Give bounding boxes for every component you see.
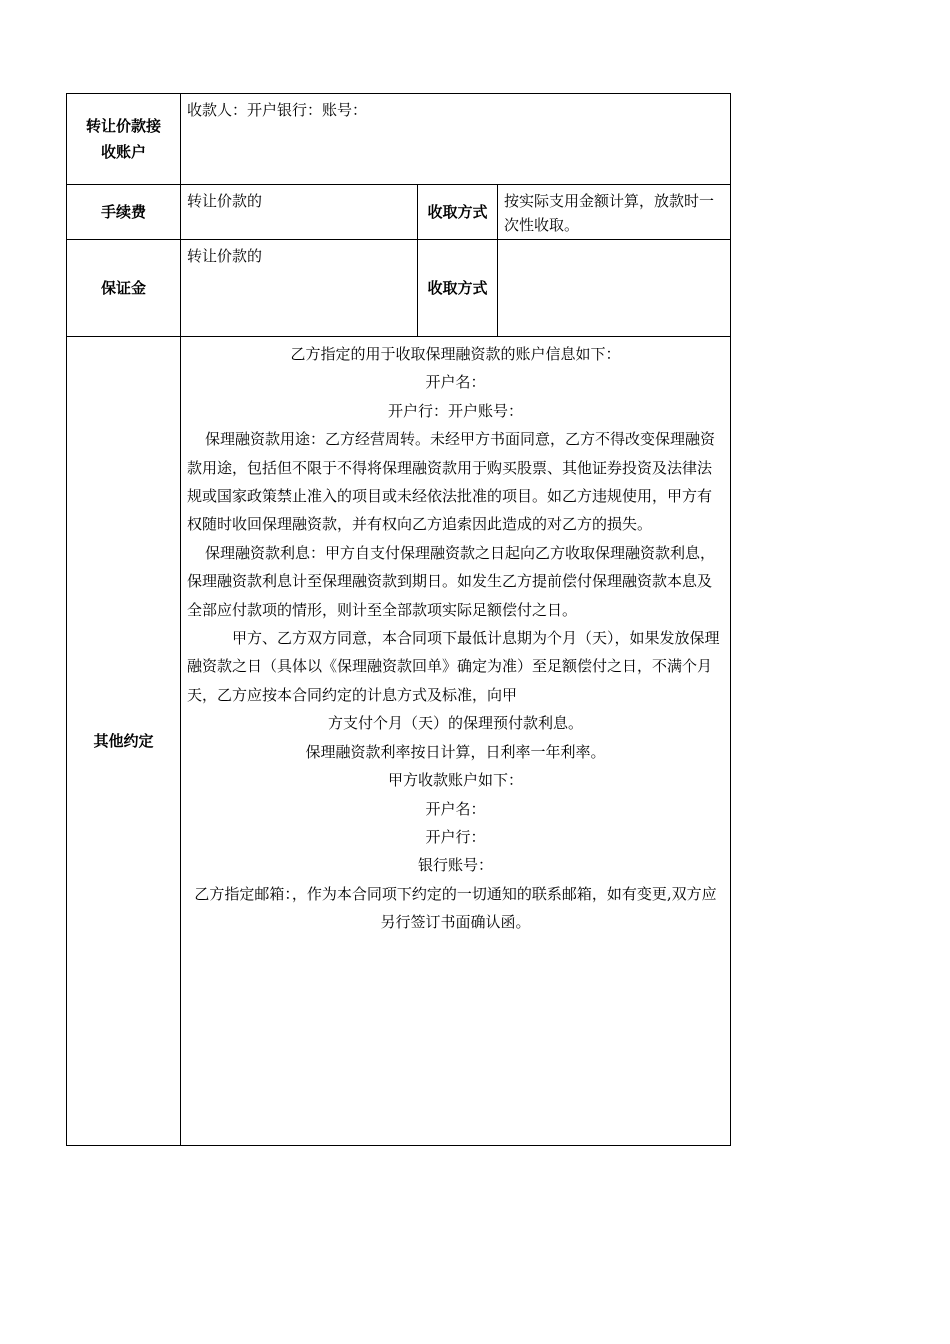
deposit-method-content-cell (498, 240, 730, 337)
interest-rate-clause: 保理融资款利率按日计算，日利率一年利率。 (305, 742, 606, 761)
transfer-account-content-cell (181, 94, 730, 185)
transfer-account-content: 收款人：开户银行：账号： (187, 101, 368, 119)
transfer-account-label: 转让价款接收账户 (85, 117, 161, 161)
payee-account-name: 开户名： (425, 373, 486, 392)
other-terms-label: 其他约定 (93, 732, 154, 750)
transfer-account-label-cell (67, 94, 181, 185)
party-a-account-number: 银行账号： (417, 856, 493, 875)
fee-method-content-cell (498, 185, 730, 240)
party-a-account-name: 开户名： (425, 799, 486, 818)
party-a-bank: 开户行： (425, 827, 486, 846)
financing-interest-clause: 保理融资款利息：甲方自支付保理融资款之日起向乙方收取保理融资款利息，保理融资款利息计至保理融资款到期日。如发生乙方提前偿付保理融资款本息及全部应付款项的情形，则计至全部款项实际足额偿付之日。 (187, 543, 716, 619)
fee-amount-cell (181, 185, 418, 240)
deposit-label: 保证金 (100, 279, 146, 297)
deposit-method-label-cell (418, 240, 498, 337)
fee-method-text: 按实际支用金额计算，放款时一次性收取。 (504, 192, 715, 234)
financing-purpose-clause: 保理融资款用途：乙方经营周转。未经甲方书面同意，乙方不得改变保理融资款用途，包括但不限于不得将保理融资款用于购买股票、其他证券投资及法律法规或国家政策禁止准入的项目或未经依法批准的项目。如乙方违规使用，甲方有权随时收回保理融资款，并有权向乙方追索因此造成的对乙方的损失。 (187, 430, 716, 534)
fee-amount-text: 转让价款的 (187, 192, 263, 210)
fee-label: 手续费 (100, 203, 146, 221)
deposit-method-label: 收取方式 (427, 279, 488, 297)
payee-account-intro: 乙方指定的用于收取保理融资款的账户信息如下： (290, 345, 621, 363)
notice-email-clause: 乙方指定邮箱：，作为本合同项下约定的一切通知的联系邮箱，如有变更,双方应另行签订书面确认函。 (194, 884, 717, 932)
minimum-interest-period-clause: 甲方、乙方双方同意，本合同项下最低计息期为个月（天），如果发放保理融资款之日（具体以《保理融资款回单》确定为准）至足额偿付之日，不满个月天，乙方应按本合同约定的计息方式及标准，向甲 (187, 629, 720, 704)
contract-form-table (66, 93, 731, 1146)
minimum-interest-period-clause-end: 方支付个月（天）的保理预付款利息。 (327, 714, 583, 733)
fee-method-label: 收取方式 (427, 203, 488, 221)
fee-label-cell (67, 185, 181, 240)
deposit-amount-cell (181, 240, 418, 337)
deposit-amount-text: 转让价款的 (187, 247, 263, 265)
other-terms-content-cell (181, 337, 730, 1145)
fee-method-label-cell (418, 185, 498, 240)
deposit-label-cell (67, 240, 181, 337)
party-a-account-intro: 甲方收款账户如下： (387, 771, 523, 790)
other-terms-label-cell (67, 337, 181, 1145)
payee-bank-account: 开户行：开户账号： (387, 401, 523, 420)
